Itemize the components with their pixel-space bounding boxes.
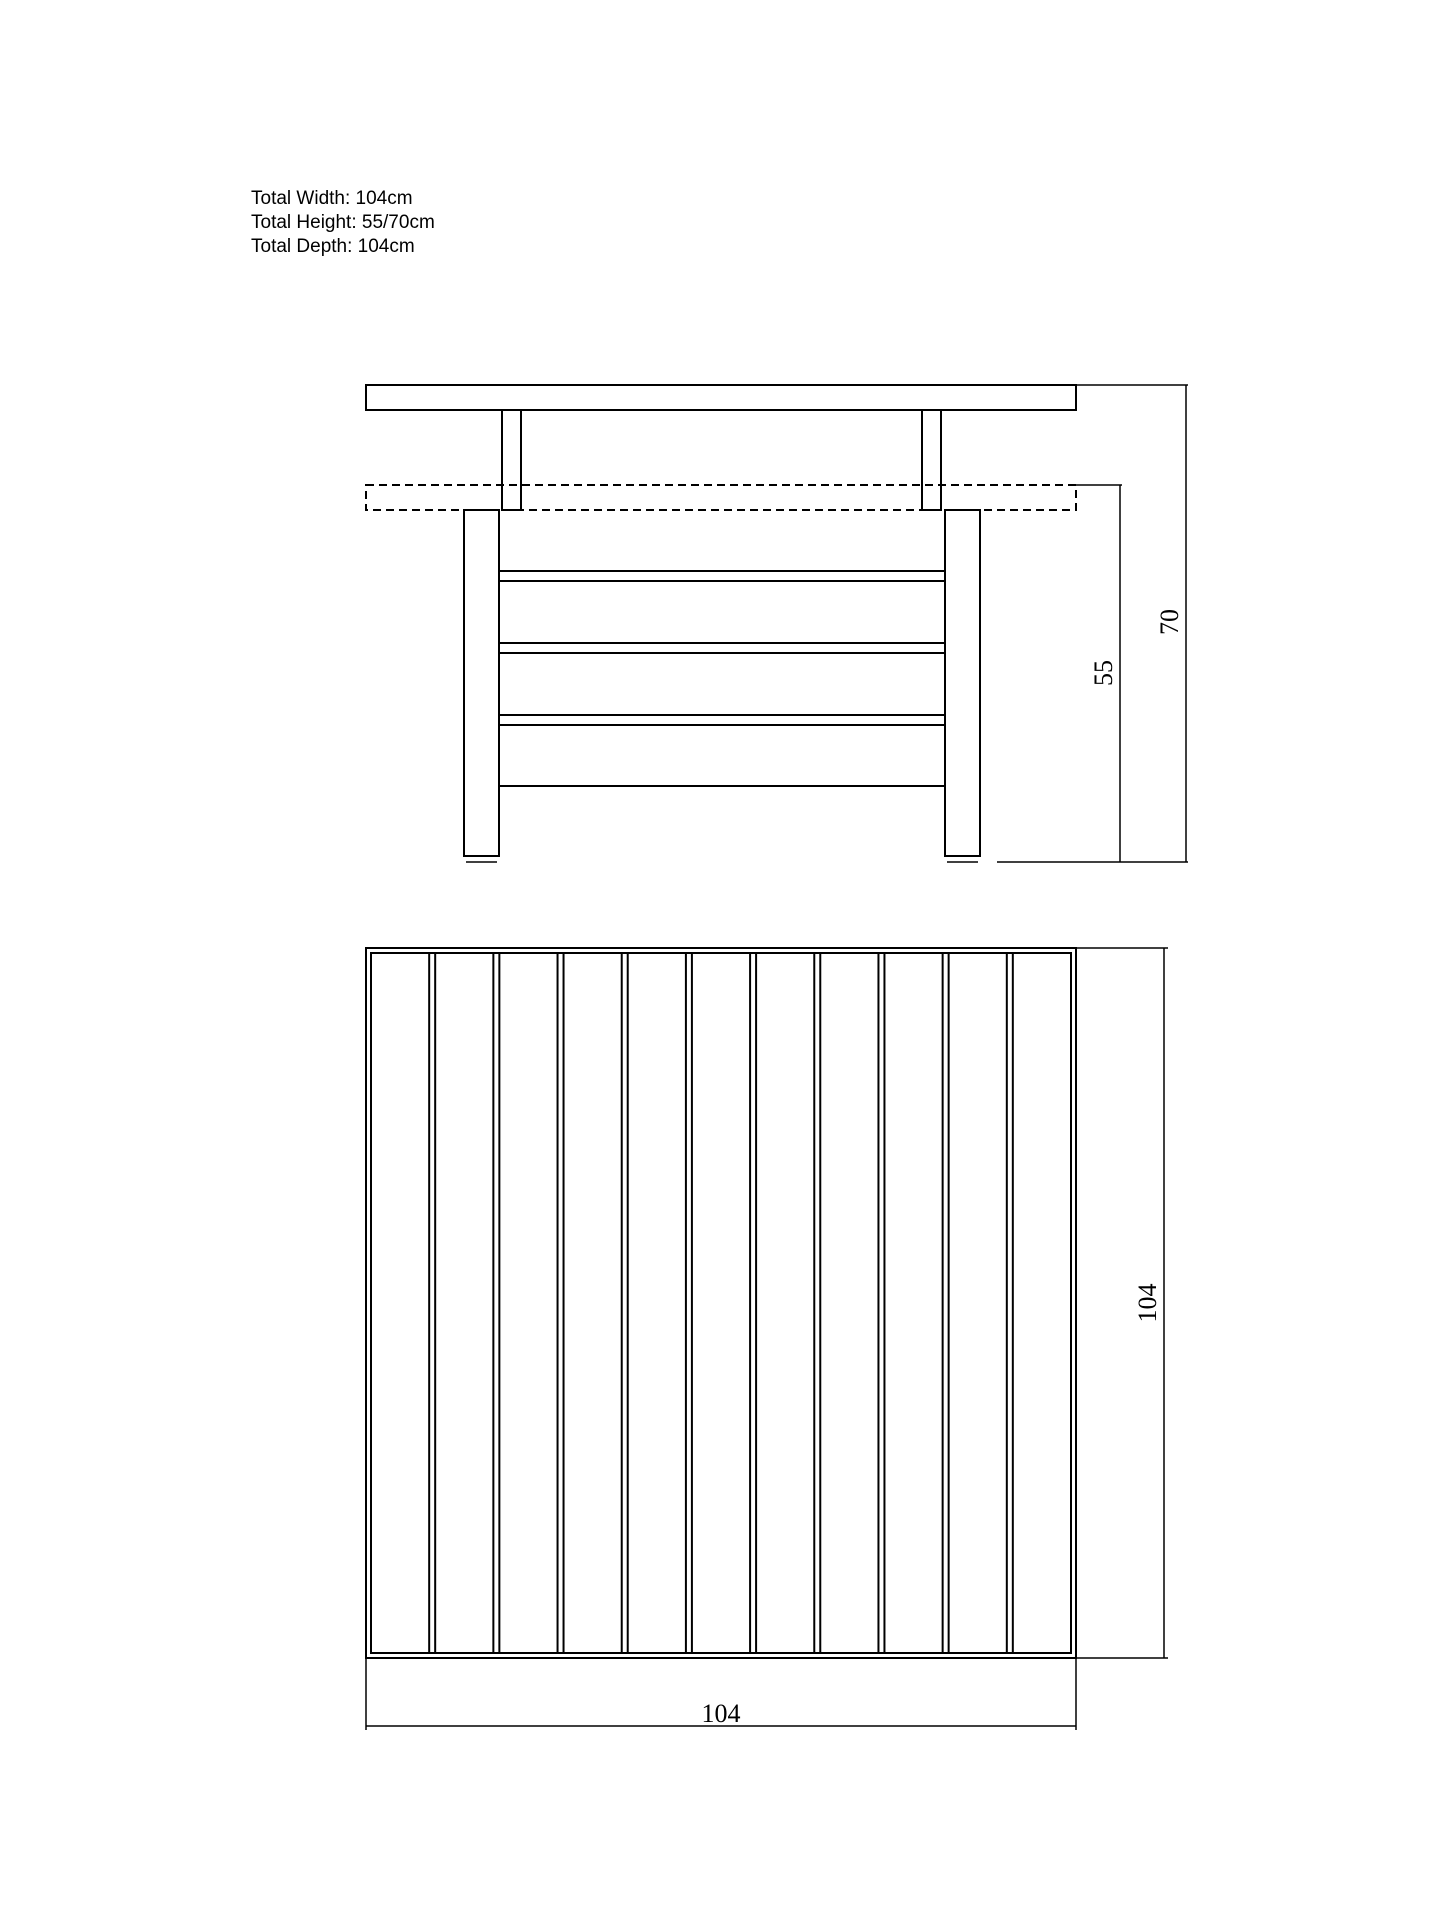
lift-post-left (502, 410, 521, 510)
side-slat-2 (499, 643, 945, 653)
top-slat-4 (564, 953, 622, 1653)
top-slat-5 (628, 953, 686, 1653)
top-slat-10 (949, 953, 1007, 1653)
leg-left (464, 510, 499, 856)
top-slat-8 (820, 953, 878, 1653)
tabletop-raised (366, 385, 1076, 410)
top-slats (371, 953, 1071, 1653)
front-view (366, 385, 1076, 862)
top-slat-6 (692, 953, 750, 1653)
side-slat-1 (499, 571, 945, 581)
total-height-text: Total Height: 55/70cm (251, 212, 435, 233)
dim-label-depth-104: 104 (1133, 1283, 1162, 1323)
top-slat-2 (435, 953, 493, 1653)
top-view (366, 948, 1076, 1658)
leg-right (945, 510, 980, 856)
total-depth-text: Total Depth: 104cm (251, 236, 415, 257)
side-slat-3 (499, 715, 945, 725)
top-slat-1 (371, 953, 429, 1653)
tabletop-outer (366, 948, 1076, 1658)
top-slat-11 (1013, 953, 1071, 1653)
top-dimensions (366, 948, 1168, 1730)
top-slat-7 (756, 953, 814, 1653)
tabletop-frame-inner (371, 953, 1071, 1653)
top-slat-9 (884, 953, 942, 1653)
lift-post-right (922, 410, 941, 510)
dim-label-55: 55 (1089, 660, 1118, 686)
dim-label-70: 70 (1155, 609, 1184, 635)
total-width-text: Total Width: 104cm (251, 188, 413, 209)
dim-label-width-104: 104 (701, 1699, 741, 1728)
top-slat-3 (499, 953, 557, 1653)
tabletop-lowered-dashed (366, 485, 1076, 510)
